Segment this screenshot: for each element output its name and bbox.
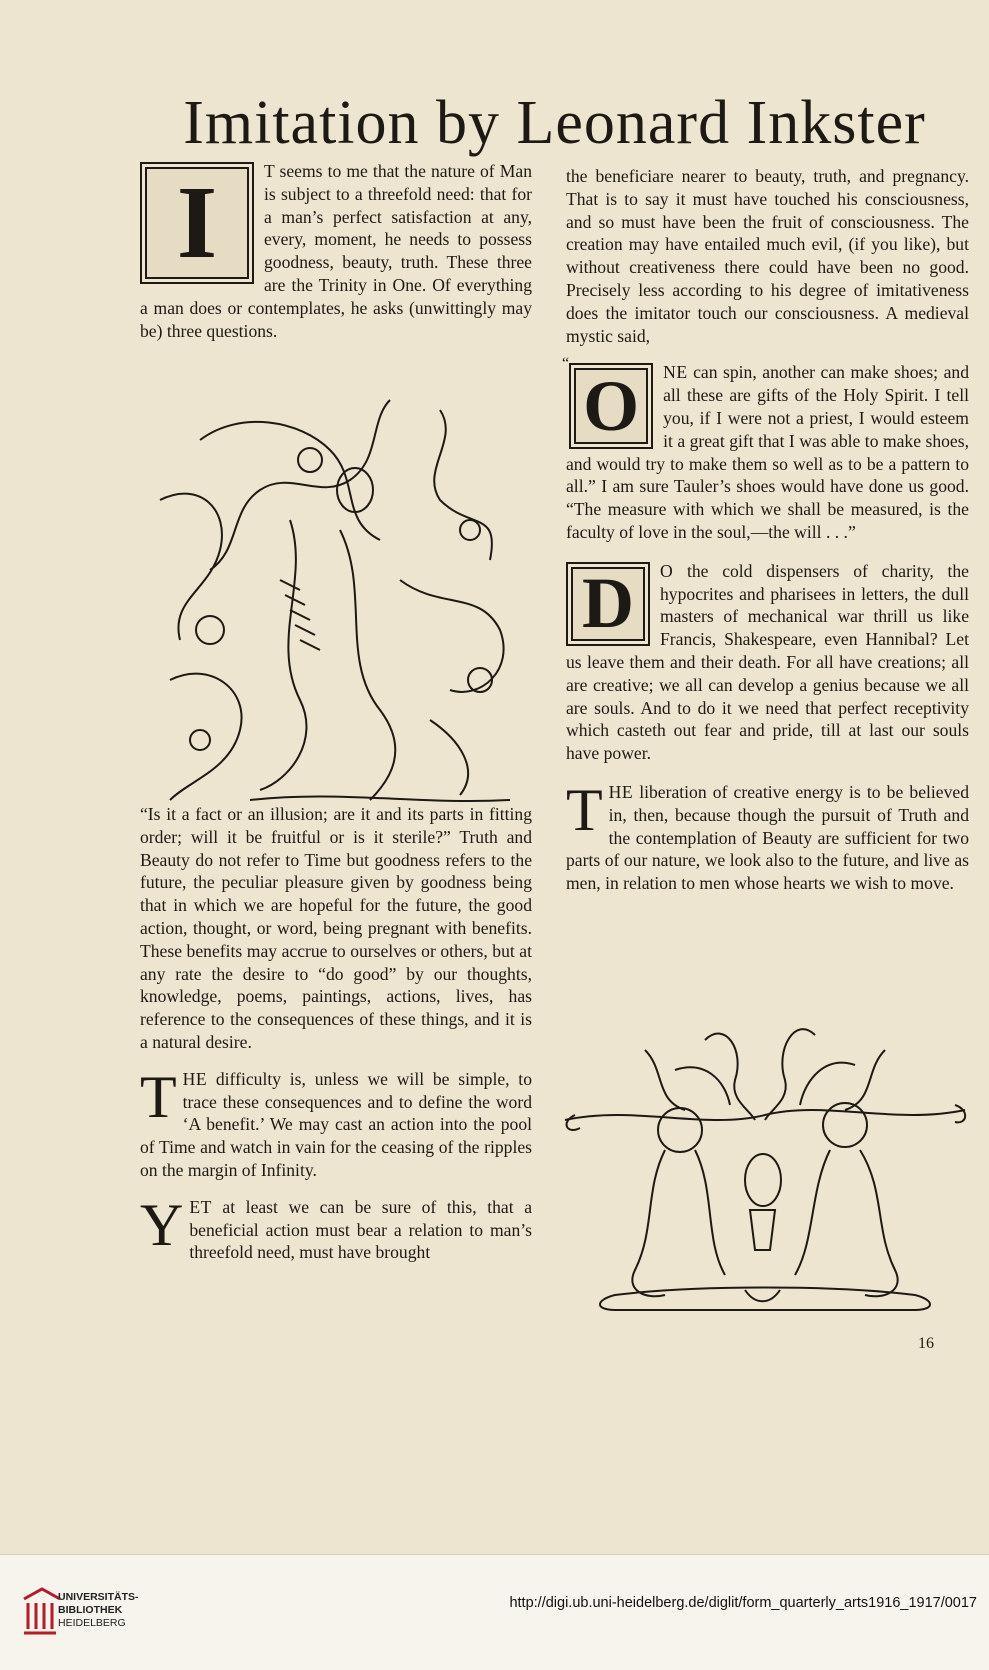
footer-bar <box>0 1554 989 1670</box>
paragraph-1 <box>140 160 532 342</box>
paragraph-5: the beneficiare nearer to beauty, truth, and pregnancy. That is to say it must have touched his consciousness, and so must have been the fruit of consciousness. The creation may have entailed much evil, (if you like), but without creativeness there could have been no good. Precisely less according to his degree of imitativeness does the imitator touch our consciousness. A medieval mystic said, <box>566 166 969 346</box>
paragraph-1-text: T seems to me that the nature of Man is subject to a threefold need: that for a man’s perfect satisfaction at any, every, moment, he needs to possess goodness, beauty, truth. These three are the Trinity in One. Of everything a man does or contemplates, he asks (unwittingly may be) three questions. <box>140 161 532 341</box>
paragraph-6: “ O NE can spin, another can make shoes; and all these are gifts of the Holy Spirit. I tell you, if I were not a priest, I would esteem it a great gift that I was able to make shoes, and would try to make them so well as to be a pattern to all.” I am sure Tauler’s shoes would have done us good. “The measure with which we shall be measured, is the faculty of love in the soul,—the will . . .” <box>562 355 969 542</box>
page-title: Imitation by Leonard Inkster <box>183 89 926 157</box>
library-name: UNIVERSITÄTS- BIBLIOTHEK HEIDELBERG <box>58 1591 139 1629</box>
right-column <box>562 165 969 895</box>
drop-cap-y: Y <box>140 1191 184 1258</box>
paragraph-8: T HE liberation of creative energy is to be believed in, then, because though the pursuit of Truth and the contemplation of Beauty are sufficient for two parts of our nature, we look also to the future, and live as men, in relation to men whose hearts we wish to move. <box>566 776 969 894</box>
paragraph-4: Y ET at least we can be sure of this, that a beneficial action must bear a relation to man’s threefold need, must have brought <box>140 1191 532 1263</box>
cherubs-urn-illustration <box>555 1010 975 1320</box>
paragraph-2: “Is it a fact or an illusion; are it and its parts in fitting order; will it be fruitful or is it sterile?” Truth and Beauty do not refer to Time but goodness refers to the future, the peculiar pleasure given by goodness being that in which we are hopeful for the future, the good action, thought, or word, being pregnant with benefits. These benefits may accrue to ourselves or others, but at any rate the desire to “do good” by our thoughts, knowledge, poems, paintings, actions, lives, has reference to the consequences of these things, and it is a natural desire. <box>140 804 532 1052</box>
ornamental-initial-i: I <box>140 162 254 284</box>
paragraph-3: T HE difficulty is, unless we will be simple, to trace these consequences and to define the word ‘A benefit.’ We may cast an action into the pool of Time and watch in vain for the ceasing of the ripples on the margin of Infinity. <box>140 1063 532 1180</box>
paragraph-7: D O the cold dispensers of charity, the hypocrites and pharisees in letters, the dull masters of mechanical war thrill us like Francis, Shakespeare, even Hannibal? Let us leave them and their death. For all have creations; all are creative; we all can develop a genius because we all are souls. And to do it we need that perfect receptivity which casteth out fear and pride, till at last our souls have power. <box>566 560 969 764</box>
drop-cap-t: T <box>140 1063 177 1130</box>
source-url-link[interactable]: http://digi.ub.uni-heidelberg.de/diglit/form_quarterly_arts1916_1917/0017 <box>509 1595 977 1611</box>
ornamental-initial-d: D <box>566 562 650 646</box>
devil-skeleton-illustration <box>140 380 520 810</box>
page-number: 16 <box>918 1335 934 1352</box>
left-column-bottom <box>140 803 532 1264</box>
drop-cap-t-right: T <box>566 776 603 843</box>
left-column-top <box>140 160 532 342</box>
ornamental-initial-o: O <box>569 363 653 449</box>
